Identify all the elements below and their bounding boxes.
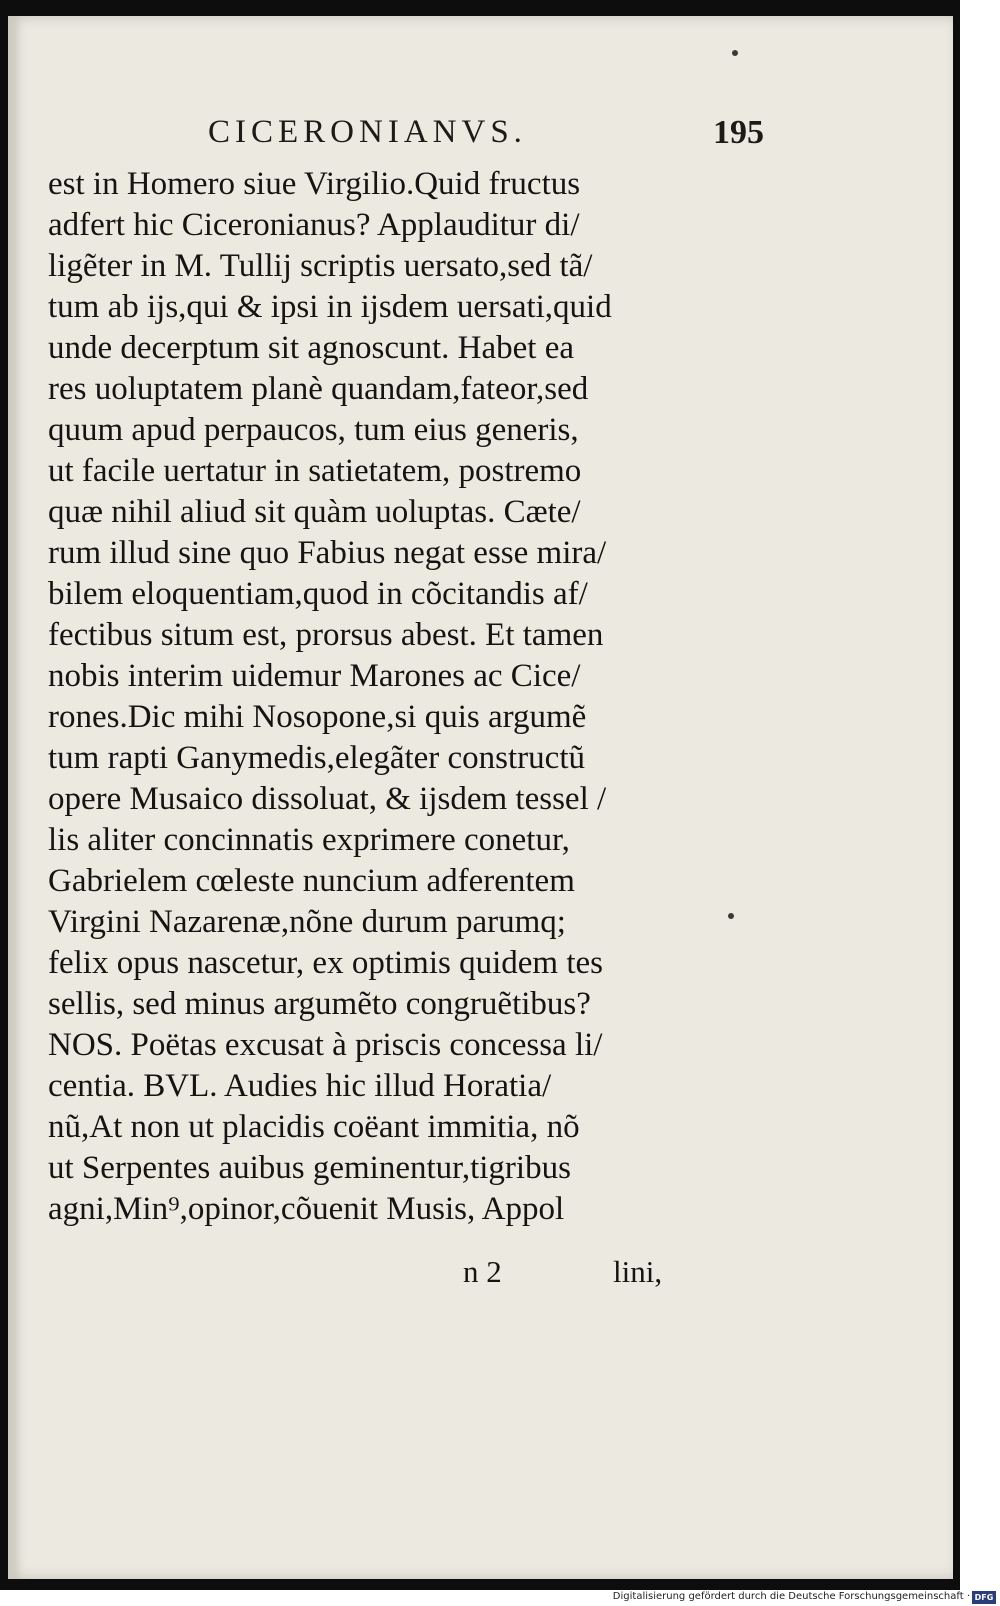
text-line: unde decerptum sit agnoscunt. Habet ea <box>48 330 574 366</box>
text-line: quum apud perpaucos, tum eius generis, <box>48 412 579 448</box>
ink-speck <box>728 913 734 919</box>
text-line: fectibus situm est, prorsus abest. Et tamen <box>48 617 604 653</box>
text-line: agni,Min⁹,opinor,cõuenit Musis, Appol <box>48 1191 565 1227</box>
text-line: adfert hic Ciceronianus? Applauditur di/ <box>48 207 580 243</box>
digitization-credit: Digitalisierung gefördert durch die Deutsche Forschungsgemeinschaft · <box>612 1591 970 1602</box>
text-line: opere Musaico dissoluat, & ijsdem tessel / <box>48 781 607 817</box>
digitization-footer <box>0 1590 1000 1606</box>
text-line: tum ab ijs,qui & ipsi in ijsdem uersati,quid <box>48 289 612 325</box>
ink-speck <box>732 50 738 56</box>
text-line: res uoluptatem planè quandam,fateor,sed <box>48 371 589 407</box>
text-line: rum illud sine quo Fabius negat esse mira/ <box>48 535 607 571</box>
text-line: bilem eloquentiam,quod in cõcitandis af/ <box>48 576 588 612</box>
text-line: lis aliter concinnatis exprimere conetur, <box>48 822 570 858</box>
text-line: Gabrielem cœleste nuncium adferentem <box>48 863 575 899</box>
catchword: lini, <box>613 1254 663 1289</box>
book-page <box>8 16 953 1579</box>
catchline <box>463 1254 733 1294</box>
text-line: NOS. Poëtas excusat à priscis concessa li/ <box>48 1027 603 1063</box>
running-head-title: CICERONIANVS. <box>208 114 527 150</box>
text-line: centia. BVL. Audies hic illud Horatia/ <box>48 1068 552 1104</box>
signature-mark: n 2 <box>463 1254 502 1289</box>
page-gutter-shadow <box>8 16 22 1579</box>
text-line: Virgini Nazarenæ,nõne durum parumq; <box>48 904 566 940</box>
text-line: tum rapti Ganymedis,elegãter constructũ <box>48 740 585 776</box>
text-line: nũ,At non ut placidis coëant immitia, nõ <box>48 1109 580 1145</box>
dfg-logo-icon: DFG <box>972 1591 996 1604</box>
body-text <box>48 164 728 1230</box>
text-line: nobis interim uidemur Marones ac Cice/ <box>48 658 581 694</box>
text-line: rones.Dic mihi Nosopone,si quis argumẽ <box>48 699 587 735</box>
text-line: est in Homero siue Virgilio.Quid fructus <box>48 166 581 202</box>
text-line: ligẽter in M. Tullij scriptis uersato,sed tã/ <box>48 248 593 284</box>
text-line: quæ nihil aliud sit quàm uoluptas. Cæte/ <box>48 494 581 530</box>
page-number: 195 <box>713 114 764 151</box>
text-line: ut facile uertatur in satietatem, postremo <box>48 453 582 489</box>
text-line: ut Serpentes auibus geminentur,tigribus <box>48 1150 571 1186</box>
text-line: felix opus nascetur, ex optimis quidem tes <box>48 945 603 981</box>
text-line: sellis, sed minus argumẽto congruẽtibus? <box>48 986 591 1022</box>
running-head <box>208 114 768 160</box>
